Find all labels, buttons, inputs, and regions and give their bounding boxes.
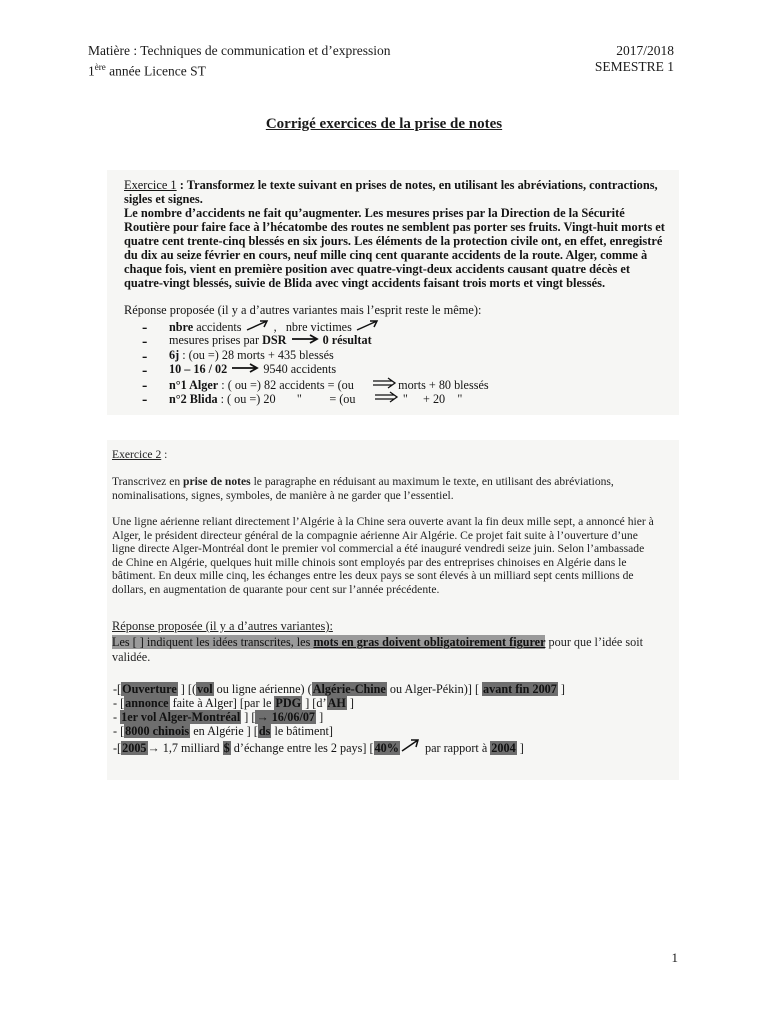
course-level: 1ère année Licence ST	[88, 62, 206, 79]
answer-line-6: n°2 Blida : ( ou =) 20 " = (ou " + 20 "	[169, 392, 463, 406]
exercise-2-answer-intro: Réponse proposée (il y a d’autres variantes):	[112, 619, 333, 633]
header-right	[595, 43, 674, 75]
implies-arrow-icon	[374, 391, 400, 403]
increase-arrow-icon	[400, 738, 422, 752]
answer-line-3: 6j : (ou =) 28 morts + 435 blessés	[169, 348, 334, 362]
increase-arrow-icon	[355, 319, 381, 331]
answer-line-5: -[2005→ 1,7 milliard $ d’échange entre les 2 pays] [40% par rapport à 2004 ]	[113, 738, 524, 755]
exercise-2-heading: Exercice 2 :	[112, 448, 168, 461]
course-subject: Matière : Techniques de communication et d’expression	[88, 43, 391, 58]
bullet: -	[142, 319, 148, 336]
answer-line-1: -[Ouverture ] [(vol ou ligne aérienne) (Algérie-Chine ou Alger-Pékin)] [ avant fin 2007 ]	[113, 682, 565, 696]
exercise-1-text: Le nombre d’accidents ne fait qu’augmenter. Les mesures prises par la Direction de la Sécurité Routière pour faire face à l’hécatombe des routes ne semblent pas porter ses fruits. Vingt-huit morts et quatre cent trente-cinq blessés en six jours. Les éléments de la protection civile ont, en effet, enregistré du dix au seize février en cours, neuf mille cinq cent quarante accidents de la route. Alger, comme à chaque fois, vient en première position avec quatre-vingt-deux accidents causant quatre décès et quatre-vingt blessés, suivie de Blida avec vingt accidents faisant trois morts et vingt blessés.	[124, 206, 665, 290]
answer-line-3: - 1er vol Alger-Montréal ] [→ 16/06/07 ]	[113, 710, 324, 724]
implies-arrow-icon	[372, 377, 398, 389]
bullet: -	[142, 362, 148, 379]
right-arrow-icon	[230, 363, 260, 373]
bullet: -	[142, 391, 148, 408]
right-arrow-icon	[290, 334, 320, 344]
academic-year: 2017/2018	[616, 43, 674, 58]
answer-line-1: nbre accidents , nbre victimes	[169, 319, 381, 334]
answer-line-4: - [8000 chinois en Algérie ] [ds le bâtiment]	[113, 724, 333, 738]
bullet: -	[142, 377, 148, 394]
answer-line-4: 10 – 16 / 02 9540 accidents	[169, 362, 337, 376]
header-left	[88, 43, 390, 80]
exercise-2-scan	[107, 440, 679, 780]
answer-line-2: mesures prises par DSR 0 résultat	[169, 333, 372, 347]
answer-line-2: - [annonce faite à Alger] [par le PDG ] [d’AH ]	[113, 696, 354, 710]
exercise-2-text: Une ligne aérienne reliant directement l’Algérie à la Chine sera ouverte avant la fin deux mille sept, a annoncé hier à Alger, le président directeur général de la compagnie aérienne Air Algérie. Ce projet fait suite à l’ouverture d’une ligne directe Alger-Montréal dont le premier vol commercial a été inauguré vendredi seize juin. Selon l’ambassade de Chine en Algérie, quelques huit mille chinois sont employés par des entreprises chinoises en Algérie dans le bâtiment. En deux mille cinq, les échanges entre les deux pays se sont élevés à un milliard sept cents millions de dollars, en augmentation de quarante pour cent sur l’année précédente.	[112, 515, 654, 596]
exercise-1-answer-intro: Réponse proposée (il y a d’autres variantes mais l’esprit reste le même):	[124, 303, 482, 317]
exercise-2-note: Les [ ] indiquent les idées transcrites, les mots en gras doivent obligatoirement figurer pour que l’idée soit validée.	[112, 635, 643, 664]
page-number: 1	[671, 950, 678, 965]
page-title: Corrigé exercices de la prise de notes	[265, 116, 503, 132]
increase-arrow-icon	[245, 319, 271, 331]
bullet: -	[142, 333, 148, 350]
answer-line-5: n°1 Alger : ( ou =) 82 accidents = (ou morts + 80 blessés	[169, 378, 489, 392]
exercise-1-heading: Exercice 1 : Transformez le texte suivant en prises de notes, en utilisant les abréviations, contractions, sigles et signes.	[124, 178, 658, 206]
semester: SEMESTRE 1	[594, 59, 674, 74]
exercise-1-scan	[107, 170, 679, 415]
bullet: -	[142, 348, 148, 365]
exercise-2-instruction: Transcrivez en prise de notes le paragraphe en réduisant au maximum le texte, en utilisant des abréviations, nominalisations, signes, symboles, de manière à ne garder que l’essentiel.	[112, 475, 614, 502]
